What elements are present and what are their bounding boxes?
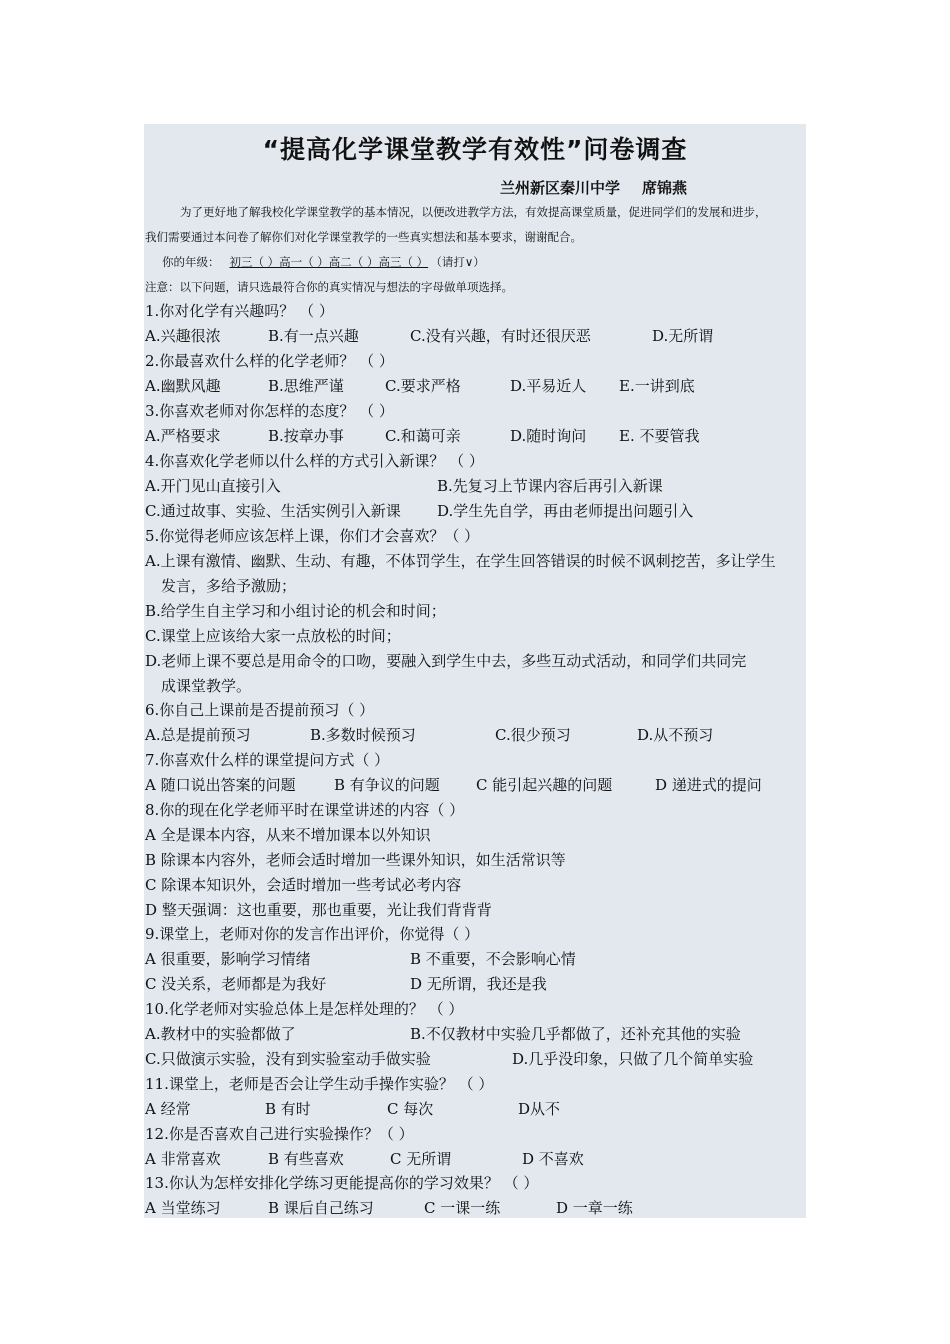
author-line [500,177,687,198]
q13-option-b[interactable]: B 课后自己练习 [268,1199,374,1217]
q2-option-b[interactable]: B.思维严谨 [268,377,344,395]
q2-option-c[interactable]: C.要求严格 [385,377,461,395]
q5-option-a[interactable]: A.上课有激情、幽默、生动、有趣，不体罚学生，在学生回答错误的时候不讽刺挖苦，多让学生 [145,552,776,570]
question-3: 3.你喜欢老师对你怎样的态度？ （ ） [145,402,394,420]
q11-option-a[interactable]: A 经常 [145,1100,191,1118]
q13-option-a[interactable]: A 当堂练习 [145,1199,221,1217]
q12-option-b[interactable]: B 有些喜欢 [268,1150,344,1168]
q6-option-b[interactable]: B.多数时候预习 [310,726,416,744]
q7-option-a[interactable]: A 随口说出答案的问题 [145,776,296,794]
q8-option-a[interactable]: A 全是课本内容，从来不增加课本以外知识 [145,826,431,844]
grade-line [162,254,485,270]
q6-option-d[interactable]: D.从不预习 [637,726,714,744]
q10-option-c[interactable]: C.只做演示实验，没有到实验室动手做实验 [145,1050,431,1068]
q6-option-c[interactable]: C.很少预习 [495,726,571,744]
question-4: 4.你喜欢化学老师以什么样的方式引入新课？ （ ） [145,452,484,470]
q12-option-c[interactable]: C 无所谓 [390,1150,452,1168]
intro-line-2: 我们需要通过本问卷了解你们对化学课堂教学的一些真实想法和基本要求，谢谢配合。 [145,230,582,244]
q7-option-c[interactable]: C 能引起兴趣的问题 [476,776,613,794]
q11-option-d[interactable]: D从不 [518,1100,561,1118]
q11-option-c[interactable]: C 每次 [387,1100,434,1118]
q9-option-d[interactable]: D 无所谓，我还是我 [410,975,547,993]
q10-option-a[interactable]: A.教材中的实验都做了 [145,1025,296,1043]
document-title: “提高化学课堂教学有效性”问卷调查 [262,135,688,164]
q1-option-b[interactable]: B.有一点兴趣 [268,327,359,345]
q3-option-e[interactable]: E. 不要管我 [619,427,700,445]
q3-option-b[interactable]: B.按章办事 [268,427,344,445]
q5-option-d-cont: 成课堂教学。 [161,677,252,695]
instruction-note: 注意：以下问题，请只选最符合你的真实情况与想法的字母做单项选择。 [145,280,513,294]
question-11: 11.课堂上，老师是否会让学生动手操作实验？ （ ） [145,1075,494,1093]
q5-option-b[interactable]: B.给学生自主学习和小组讨论的机会和时间； [145,602,446,620]
q2-option-e[interactable]: E.一讲到底 [619,377,695,395]
grade-options[interactable]: 初三（ ）高一（ ）高二（ ）高三（ ） [229,255,429,269]
q13-option-c[interactable]: C 一课一练 [424,1199,501,1217]
q9-option-b[interactable]: B 不重要，不会影响心情 [410,950,576,968]
q13-option-d[interactable]: D 一章一练 [556,1199,633,1217]
q4-option-c[interactable]: C.通过故事、实验、生活实例引入新课 [145,502,401,520]
q3-option-c[interactable]: C.和蔼可亲 [385,427,461,445]
intro-line-1: 为了更好地了解我校化学课堂教学的基本情况，以便改进教学方法，有效提高课堂质量，促进同学们的发展和进步， [180,205,767,219]
q12-option-d[interactable]: D 不喜欢 [522,1150,584,1168]
q8-option-b[interactable]: B 除课本内容外，老师会适时增加一些课外知识，如生活常识等 [145,851,566,869]
author-school: 兰州新区秦川中学 [500,179,621,197]
q8-option-d[interactable]: D 整天强调：这也重要，那也重要，光让我们背背背 [145,901,492,919]
question-2: 2.你最喜欢什么样的化学老师？ （ ） [145,352,394,370]
grade-label: 你的年级： [162,255,220,269]
grade-hint: （请打∨） [436,255,485,269]
q1-option-c[interactable]: C.没有兴趣，有时还很厌恶 [410,327,591,345]
q9-option-a[interactable]: A 很重要，影响学习情绪 [145,950,311,968]
question-5: 5.你觉得老师应该怎样上课，你们才会喜欢？（ ） [145,527,480,545]
q4-option-d[interactable]: D.学生先自学，再由老师提出问题引入 [437,502,694,520]
q3-option-d[interactable]: D.随时询问 [510,427,587,445]
author-name: 席锦燕 [642,179,688,197]
q1-option-d[interactable]: D.无所谓 [652,327,714,345]
q12-option-a[interactable]: A 非常喜欢 [145,1150,221,1168]
question-6: 6.你自己上课前是否提前预习（ ） [145,701,375,719]
q10-option-b[interactable]: B.不仅教材中实验几乎都做了，还补充其他的实验 [410,1025,741,1043]
question-10: 10.化学老师对实验总体上是怎样处理的？ （ ） [145,1000,464,1018]
question-9: 9.课堂上，老师对你的发言作出评价，你觉得（ ） [145,925,480,943]
q9-option-c[interactable]: C 没关系，老师都是为我好 [145,975,327,993]
q6-option-a[interactable]: A.总是提前预习 [145,726,251,744]
q2-option-d[interactable]: D.平易近人 [510,377,587,395]
q11-option-b[interactable]: B 有时 [265,1100,311,1118]
q1-option-a[interactable]: A.兴趣很浓 [145,327,221,345]
q7-option-b[interactable]: B 有争议的问题 [334,776,440,794]
q4-option-b[interactable]: B.先复习上节课内容后再引入新课 [437,477,663,495]
q10-option-d[interactable]: D.几乎没印象，只做了几个简单实验 [512,1050,754,1068]
question-13: 13.你认为怎样安排化学练习更能提高你的学习效果？ （ ） [145,1174,539,1192]
q2-option-a[interactable]: A.幽默风趣 [145,377,221,395]
question-7: 7.你喜欢什么样的课堂提问方式（ ） [145,751,390,769]
q3-option-a[interactable]: A.严格要求 [145,427,221,445]
q8-option-c[interactable]: C 除课本知识外，会适时增加一些考试必考内容 [145,876,462,894]
question-8: 8.你的现在化学老师平时在课堂讲述的内容（ ） [145,801,465,819]
question-1: 1.你对化学有兴趣吗？ （ ） [145,302,334,320]
q5-option-a-cont: 发言，多给予激励； [161,577,297,595]
question-12: 12.你是否喜欢自己进行实验操作？（ ） [145,1125,414,1143]
q4-option-a[interactable]: A.开门见山直接引入 [145,477,281,495]
q7-option-d[interactable]: D 递进式的提问 [655,776,762,794]
q5-option-d[interactable]: D.老师上课不要总是用命令的口吻，要融入到学生中去，多些互动式活动，和同学们共同完 [145,652,747,670]
q5-option-c[interactable]: C.课堂上应该给大家一点放松的时间； [145,627,401,645]
